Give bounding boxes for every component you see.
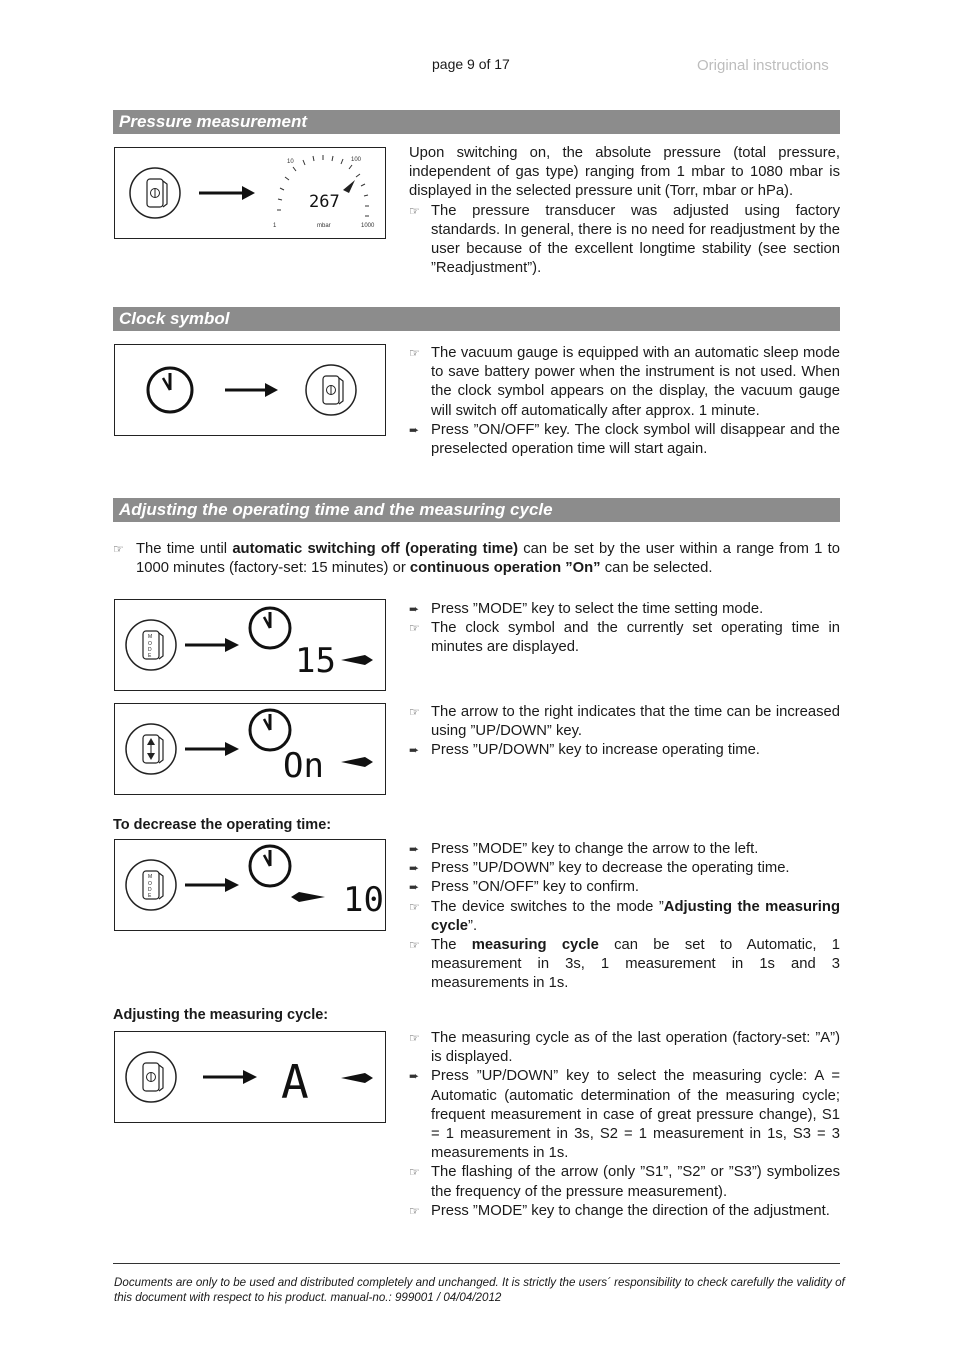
pressure-paragraph: Upon switching on, the absolute pressure (total pressure, independent of gas type) ranging from 1 mbar to 1080 mbar is displayed in the selected pressure unit (Torr, mbar or hPa).: [409, 145, 840, 200]
clock-icon: [250, 710, 290, 750]
mode-figure-10: [114, 839, 386, 931]
page-number: page 9 of 17: [432, 56, 510, 72]
list-item: ➨ Press ”MODE” key to change the arrow to the left.: [409, 840, 840, 859]
svg-text:M: M: [148, 874, 153, 880]
display-arrow-right-icon: [341, 655, 373, 665]
arrow-right-icon: ➨: [409, 861, 420, 876]
gauge-min: 1: [273, 223, 277, 229]
list-item: ☞ The pressure transducer was adjusted using factory standards. In general, there is no need for readjustment by the user because of the excellent longtime stability (see section ”Readjustment”).: [409, 202, 840, 277]
step4-text: [409, 1029, 840, 1221]
arrow-right-icon: [185, 742, 239, 756]
pointing-hand-icon: ☞: [409, 1203, 420, 1218]
clock-text: [409, 344, 840, 459]
adjust-intro: [113, 540, 840, 578]
pointing-hand-icon: ☞: [409, 938, 420, 953]
display-arrow-right-icon: [341, 757, 373, 767]
display-value: 15: [295, 641, 336, 681]
pointing-hand-icon: ☞: [409, 1165, 420, 1180]
svg-text:O: O: [148, 881, 152, 887]
step1-text: [409, 600, 840, 658]
arrow-right-icon: [225, 383, 278, 397]
display-arrow-right-icon: [341, 1073, 373, 1083]
arrow-right-icon: [199, 186, 255, 200]
svg-text:M: M: [148, 634, 153, 640]
gauge-tick-high: 100: [351, 157, 362, 163]
pointing-hand-icon: ☞: [409, 705, 420, 719]
arrow-right-icon: ➨: [409, 743, 420, 758]
cycle-heading: Adjusting the measuring cycle:: [113, 1007, 329, 1023]
list-item: ☞ The device switches to the mode ”Adjusting the measuring cycle”.: [409, 898, 840, 934]
on-off-key-icon: [306, 365, 356, 415]
list-item: ☞ The measuring cycle as of the last operation (factory-set: ”A”) is displayed.: [409, 1030, 840, 1066]
list-item: ☞ The measuring cycle can be set to Automatic, 1 measurement in 3s, 1 measurement in 1s and 3 measurements in 1s.: [409, 937, 840, 992]
pointing-hand-icon: ☞: [409, 203, 420, 218]
arrow-right-icon: ➨: [409, 602, 420, 616]
on-off-key-icon: [126, 1052, 176, 1102]
list-item: ☞ The flashing of the arrow (only ”S1”, ”S2” or ”S3”) symbolizes the frequency of the pressure measurement).: [409, 1164, 840, 1200]
list-item: ➨ Press ”ON/OFF” key to confirm.: [409, 878, 840, 897]
list-item: ➨ Press ”MODE” key to select the time setting mode.: [409, 600, 840, 619]
svg-text:D: D: [148, 647, 152, 653]
pointing-hand-icon: ☞: [113, 542, 124, 556]
footer-rule: [113, 1263, 840, 1264]
decrease-heading: To decrease the operating time:: [113, 817, 332, 833]
arrow-right-icon: ➨: [409, 842, 420, 856]
svg-text:D: D: [148, 887, 152, 893]
arrow-right-icon: ➨: [409, 880, 420, 895]
clock-icon: [250, 608, 290, 648]
pressure-reading: 267: [309, 192, 340, 212]
section-title-clock: Clock symbol: [113, 307, 840, 331]
list-item: ☞ The arrow to the right indicates that the time can be increased using ”UP/DOWN” key.: [409, 704, 840, 740]
pointing-hand-icon: ☞: [409, 899, 420, 914]
arrow-right-icon: ➨: [409, 422, 420, 437]
pointing-hand-icon: ☞: [409, 1031, 420, 1045]
list-item: ☞ Press ”MODE” key to change the direction of the adjustment.: [409, 1202, 840, 1221]
arrow-right-icon: [185, 638, 239, 652]
updown-figure-on: [114, 703, 386, 795]
mode-key-icon: [126, 860, 176, 910]
list-item: ➨ Press ”ON/OFF” key. The clock symbol will disappear and the preselected operation time will start again.: [409, 421, 840, 458]
svg-text:E: E: [148, 653, 152, 659]
gauge-tick-low: 10: [287, 159, 294, 165]
gauge-unit: mbar: [317, 223, 331, 229]
pointing-hand-icon: ☞: [409, 346, 420, 360]
clock-icon: [250, 846, 290, 886]
step3-text: [409, 840, 840, 994]
section-title-adjust: Adjusting the operating time and the measuring cycle: [113, 498, 840, 522]
list-item: ☞ The time until automatic switching off (operating time) can be set by the user within a range from 1 to 1000 minutes (factory-set: 15 minutes) or continuous operation ”On” can be selected.: [113, 541, 840, 577]
on-off-key-icon: [130, 168, 180, 218]
display-value: On: [283, 746, 324, 786]
clock-icon: [148, 368, 192, 412]
pressure-figure: [114, 147, 386, 239]
list-item: ➨ Press ”UP/DOWN” key to select the measuring cycle: A = Automatic (automatic determination of the measuring cycle; frequent measurement in case of great pressure change), S1 = 1 measurement in 3s, S2 = 1 measurement in 1s, S3 = 3 measurements in 1s.: [409, 1068, 840, 1162]
arrow-right-icon: [185, 878, 239, 892]
arrow-right-icon: ➨: [409, 1069, 420, 1084]
svg-text:E: E: [148, 893, 152, 899]
arrow-right-icon: [203, 1070, 257, 1084]
up-down-key-icon: [126, 724, 176, 774]
clock-figure: [114, 344, 386, 436]
pressure-text: [409, 144, 840, 278]
list-item: ☞ The clock symbol and the currently set operating time in minutes are displayed.: [409, 620, 840, 656]
display-arrow-left-icon: [291, 892, 325, 902]
footer-text: Documents are only to be used and distributed completely and unchanged. It is strictly the users´ responsibility to check carefully the validity of this document with respect to his product. manual-no.: 999001 / 04/04/2012: [114, 1276, 845, 1304]
pointing-hand-icon: ☞: [409, 621, 420, 636]
section-title-pressure: Pressure measurement: [113, 110, 840, 134]
list-item: ➨ Press ”UP/DOWN” key to increase operating time.: [409, 741, 840, 760]
display-value: 10: [343, 880, 384, 920]
list-item: ☞ The vacuum gauge is equipped with an automatic sleep mode to save battery power when the instrument is not used. When the clock symbol appears on the display, the vacuum gauge will switch off automatically after approx. 1 minute.: [409, 345, 840, 419]
mode-figure-15: [114, 599, 386, 691]
gauge-max: 1000: [361, 223, 375, 229]
display-value: A: [281, 1055, 309, 1109]
cycle-figure: [114, 1031, 386, 1123]
mode-key-icon: [126, 620, 176, 670]
document-label: Original instructions: [697, 57, 829, 74]
list-item: ➨ Press ”UP/DOWN” key to decrease the operating time.: [409, 859, 840, 878]
svg-text:O: O: [148, 641, 152, 647]
step2-text: [409, 703, 840, 761]
